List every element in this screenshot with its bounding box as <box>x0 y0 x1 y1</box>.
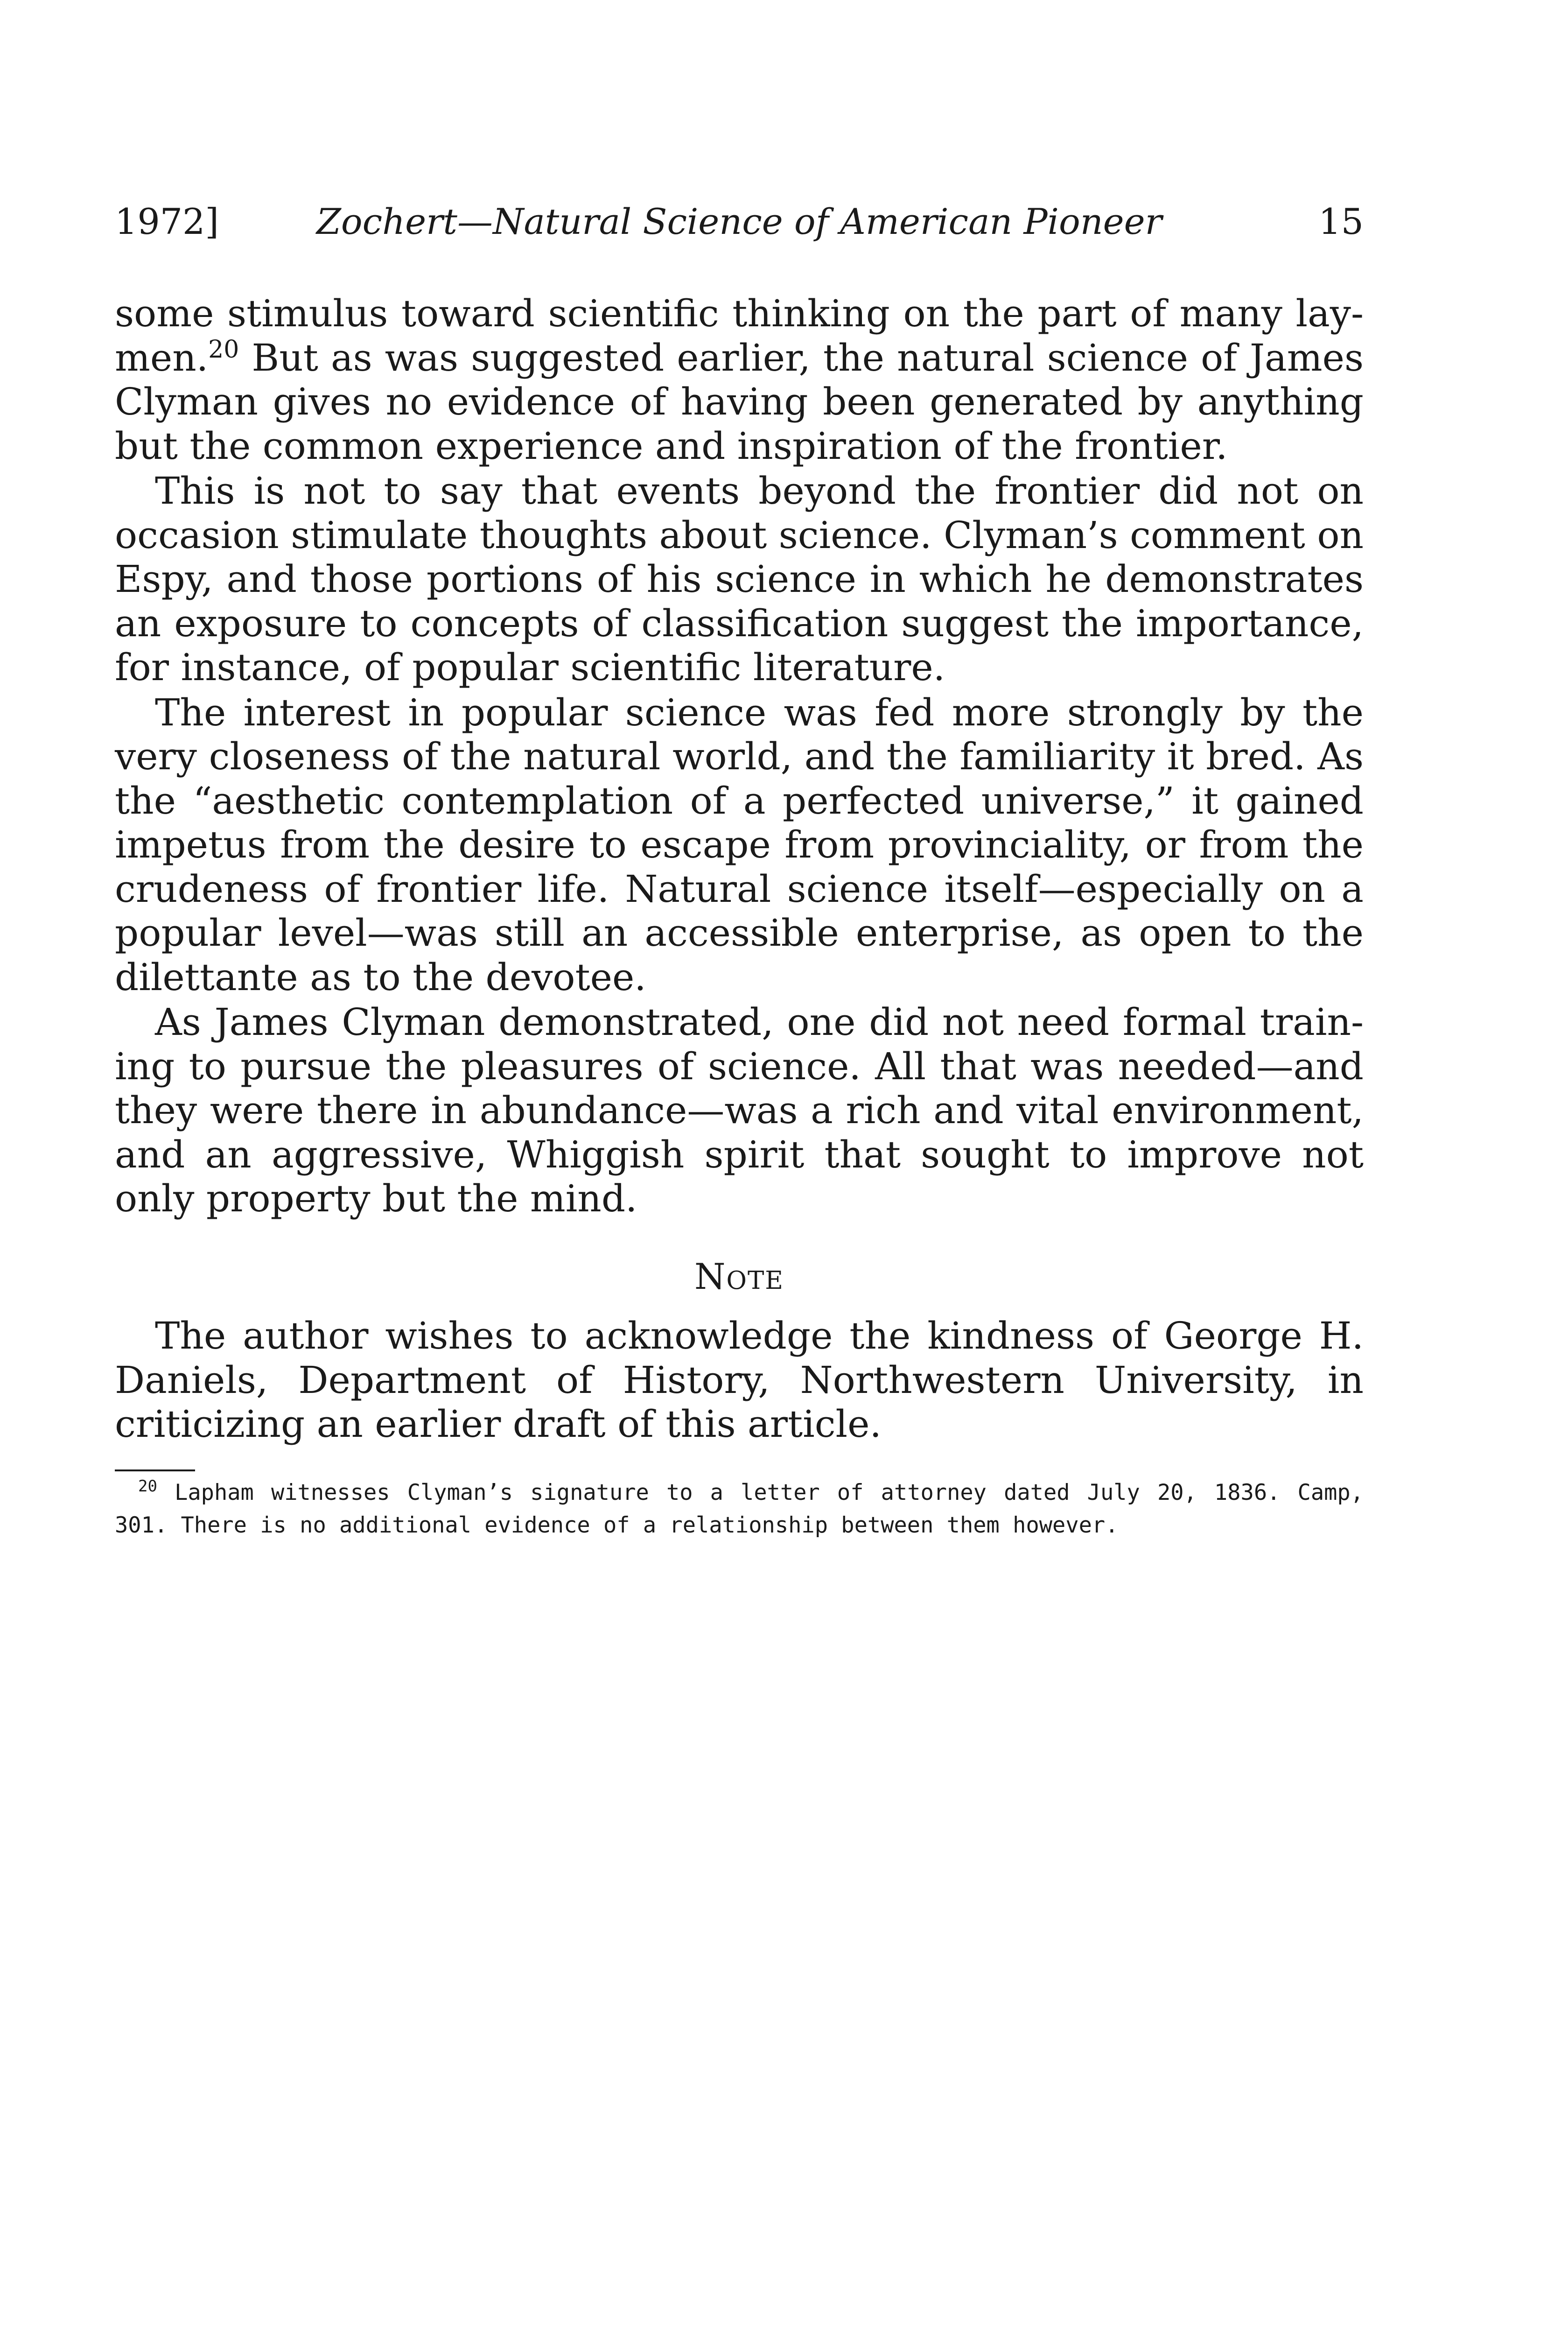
note-section <box>115 1314 1364 1447</box>
header-title: Zochert—Natural Science of American Pioneer <box>316 201 1162 242</box>
paragraph-2: This is not to say that events beyond the frontier did not on occasion stimulate thoughts about science. Clyman’s comment on Espy, and those portions of his science in which he demonstrates an exposure to concepts of classification suggest the importance, for instance, of popular scientific literature. <box>115 469 1364 689</box>
note-text: The author wishes to acknowledge the kindness of George H. Daniels, Department of History, Northwestern University, in criticizing an earlier draft of this article. <box>115 1314 1364 1446</box>
paragraph-1-end: But as was suggested earlier, the natural science of James Clyman gives no evidence of having been generated by anything but the common experience and inspiration of the frontier. <box>115 336 1364 468</box>
paragraph-4: As James Clyman demonstrated, one did not need formal train-ing to pursue the pleasures of science. All that was needed—and they were there in abundance—was a rich and vital environment, and an aggressive, Whiggish spirit that sought to improve not only property but the mind. <box>115 1000 1364 1220</box>
footnote <box>115 1476 1364 1542</box>
footnote-text: Lapham witnesses Clyman’s signature to a letter of attorney dated July 20, 1836. Camp, 301. There is no additional evidence of a relationship between them however. <box>115 1480 1364 1538</box>
paragraph-3: The interest in popular science was fed more strongly by the very closeness of the natural world, and the familiarity it bred. As the “aesthetic contemplation of a perfected universe,” it gained impetus from the desire to escape from provinciality, or from the crudeness of frontier life. Natural science itself—especially on a popular level—was still an accessible enterprise, as open to the dilettante as to the devotee. <box>115 690 1364 999</box>
footnote-reference: 20 <box>208 335 239 364</box>
running-head <box>115 201 1364 257</box>
header-year: 1972] <box>115 201 219 242</box>
note-heading: Note <box>694 1256 784 1297</box>
body-text <box>115 292 1364 1222</box>
page-number: 15 <box>1318 201 1364 242</box>
footnote-number: 20 <box>138 1477 157 1496</box>
footnote-divider <box>115 1469 195 1471</box>
paragraph-1-start: some stimulus toward scientific thinking on the part of many lay-men. <box>115 292 1364 380</box>
paragraph-1 <box>115 292 1364 468</box>
